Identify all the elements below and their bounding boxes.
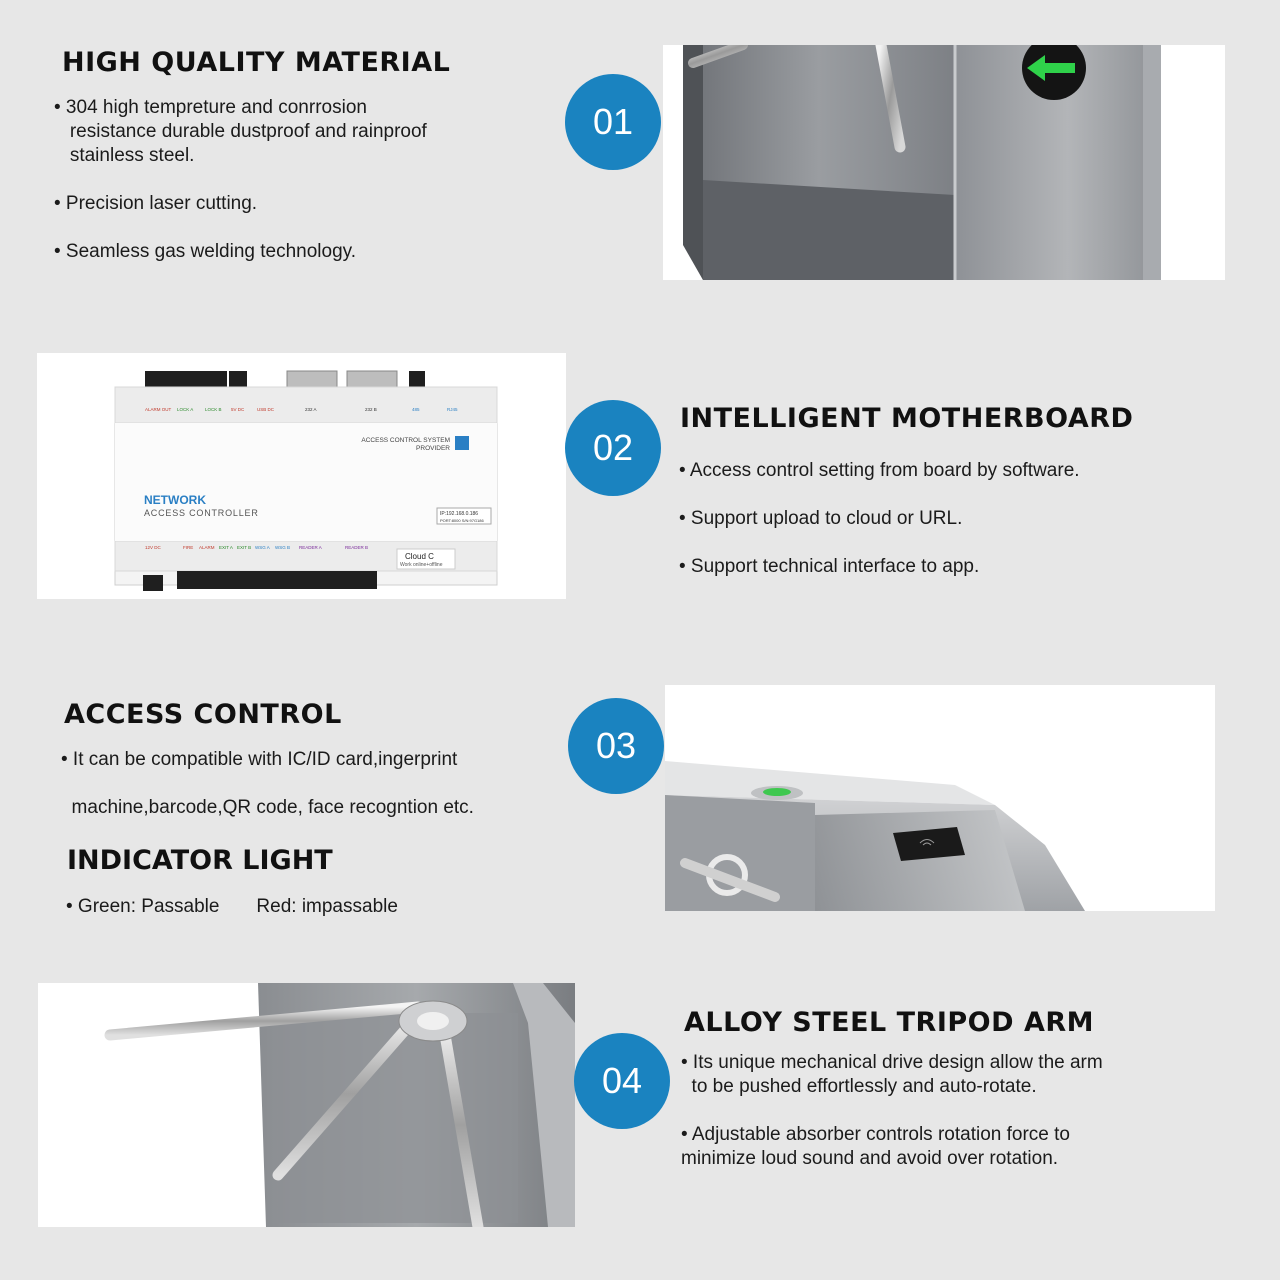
bottom-label-reader-a: READER A bbox=[299, 545, 322, 550]
photo-card-reader-top bbox=[665, 685, 1215, 911]
top-label-rj45: RJ45 bbox=[447, 407, 458, 412]
bullet-access-setting: • Access control setting from board by software. bbox=[679, 460, 1080, 481]
bottom-label-alarm: ALARM bbox=[199, 545, 215, 550]
photo-turnstile-housing bbox=[663, 45, 1225, 280]
bottom-label-fire: FIRE bbox=[183, 545, 194, 550]
bullet-compatibility: • It can be compatible with IC/ID card,ingerprint bbox=[61, 749, 458, 770]
tripod-arm-illustration bbox=[38, 983, 575, 1227]
controller-title: NETWORK bbox=[144, 493, 206, 507]
heading-high-quality-material: HIGH QUALITY MATERIAL bbox=[62, 47, 451, 78]
top-label-alarm-out: ALARM OUT bbox=[145, 407, 172, 412]
controller-cloud-label: Cloud C bbox=[405, 552, 434, 561]
top-label-232b: 232 B bbox=[365, 407, 377, 412]
card-reader-illustration bbox=[665, 685, 1215, 911]
top-label-lock-b: LOCK B bbox=[205, 407, 222, 412]
top-label-usb-dc: USB DC bbox=[257, 407, 275, 412]
bottom-label-wsg-a: WSG A bbox=[255, 545, 270, 550]
controller-brand-line1: ACCESS CONTROL SYSTEM bbox=[361, 437, 450, 444]
bottom-label-exit-b: EXIT B bbox=[237, 545, 252, 550]
heading-indicator-light: INDICATOR LIGHT bbox=[67, 845, 333, 876]
controller-brand-line2: PROVIDER bbox=[416, 445, 450, 452]
top-label-232a: 232 A bbox=[305, 407, 317, 412]
turnstile-housing-illustration bbox=[663, 45, 1225, 280]
controller-subtitle: ACCESS CONTROLLER bbox=[144, 508, 259, 518]
photo-network-controller bbox=[37, 353, 566, 599]
controller-cloud-sub: Work online+offline bbox=[400, 562, 443, 568]
bottom-label-reader-b: READER B bbox=[345, 545, 369, 550]
top-label-5v-dc: 5V DC bbox=[231, 407, 245, 412]
badge-01: 01 bbox=[565, 74, 661, 170]
badge-03: 03 bbox=[568, 698, 664, 794]
bottom-label-12v-dc: 12V DC bbox=[145, 545, 161, 550]
photo-tripod-arm bbox=[38, 983, 575, 1227]
top-label-lock-a: LOCK A bbox=[177, 407, 194, 412]
heading-intelligent-motherboard: INTELLIGENT MOTHERBOARD bbox=[680, 403, 1134, 434]
bullet-gas-welding: • Seamless gas welding technology. bbox=[54, 241, 357, 262]
heading-access-control: ACCESS CONTROL bbox=[64, 699, 342, 730]
bottom-label-wsg-b: WSG B bbox=[275, 545, 291, 550]
bullet-absorber: • Adjustable absorber controls rotation force to minimize loud sound and avoid over rotation. bbox=[681, 1124, 1070, 1169]
controller-ip-label: IP:192.168.0.186 bbox=[440, 511, 479, 517]
bullet-indicator-colors: • Green: Passable Red: impassable bbox=[66, 896, 398, 917]
controller-port-label: PORT:8000 S/N:97G186 bbox=[440, 518, 484, 523]
top-label-485: 485 bbox=[412, 407, 420, 412]
badge-04: 04 bbox=[574, 1033, 670, 1129]
heading-alloy-steel-tripod-arm: ALLOY STEEL TRIPOD ARM bbox=[684, 1007, 1095, 1038]
bullet-app-interface: • Support technical interface to app. bbox=[679, 556, 980, 577]
bullet-mechanical-drive: • Its unique mechanical drive design allow the arm to be pushed effortlessly and auto-rotate. bbox=[681, 1052, 1103, 1097]
bullet-laser-cutting: • Precision laser cutting. bbox=[54, 193, 258, 214]
bullet-compatibility-cont: machine,barcode,QR code, face recogntion etc. bbox=[61, 797, 474, 818]
bullet-material-steel: • 304 high tempreture and conrrosion resistance durable dustproof and rainproof stainless steel. bbox=[54, 97, 427, 166]
bottom-label-exit-a: EXIT A bbox=[219, 545, 233, 550]
badge-02: 02 bbox=[565, 400, 661, 496]
bullet-cloud-upload: • Support upload to cloud or URL. bbox=[679, 508, 963, 529]
controller-board-illustration bbox=[37, 353, 566, 599]
